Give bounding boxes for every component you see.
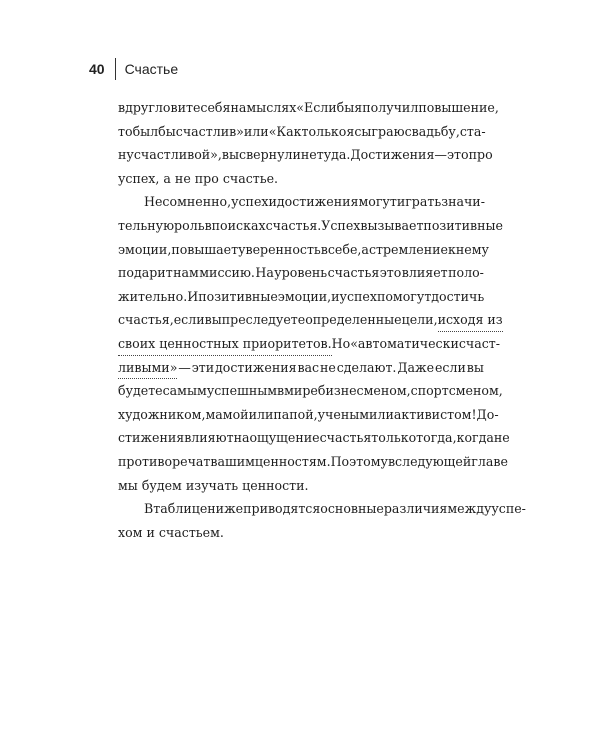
word: определенные bbox=[305, 312, 402, 328]
word: в bbox=[387, 453, 396, 469]
text-line bbox=[118, 96, 499, 120]
text-line bbox=[118, 308, 503, 332]
word: главе bbox=[471, 453, 508, 469]
word: цели, bbox=[401, 312, 438, 328]
word: и bbox=[331, 288, 340, 304]
word: на bbox=[230, 100, 247, 115]
word: На bbox=[255, 265, 274, 281]
word: вдруг bbox=[118, 100, 155, 115]
word: я bbox=[354, 100, 363, 115]
word: и bbox=[268, 194, 277, 210]
word: значи- bbox=[441, 194, 485, 210]
word: когда bbox=[456, 430, 494, 446]
word: счастья bbox=[319, 430, 372, 446]
word: эмоции, bbox=[277, 288, 332, 304]
word: между bbox=[447, 501, 492, 517]
dotted-underlined-phrase: своих ценностных приоритетов. bbox=[118, 332, 332, 356]
word: нему bbox=[455, 241, 489, 257]
text-line bbox=[118, 403, 499, 427]
text-line bbox=[118, 238, 489, 262]
word: к bbox=[447, 241, 456, 257]
word: или bbox=[243, 123, 269, 139]
word: Но bbox=[331, 335, 351, 351]
word: счастливой», bbox=[133, 147, 222, 163]
word: Достижения bbox=[350, 147, 435, 163]
word: счастлив» bbox=[175, 123, 244, 139]
text-line bbox=[118, 214, 503, 238]
word: успе- bbox=[491, 501, 526, 517]
word: приводятся bbox=[243, 501, 321, 517]
word: играть bbox=[396, 194, 442, 210]
text-line bbox=[118, 167, 484, 191]
text-line bbox=[118, 285, 484, 309]
text-line bbox=[118, 261, 484, 285]
body-text bbox=[118, 96, 526, 544]
word: спортсменом, bbox=[410, 383, 503, 399]
text-line bbox=[118, 190, 484, 214]
word: «Если bbox=[296, 100, 337, 115]
word: достижения bbox=[215, 359, 297, 375]
word: мамой bbox=[205, 406, 249, 422]
word: ниже bbox=[207, 501, 244, 517]
running-header bbox=[89, 56, 178, 82]
word: успех bbox=[231, 194, 269, 210]
word: противоречат bbox=[118, 453, 211, 469]
word: В bbox=[144, 501, 154, 517]
word: повышение, bbox=[418, 100, 499, 115]
word: следующей bbox=[395, 453, 472, 469]
word: могут bbox=[358, 194, 397, 210]
page-number: 40 bbox=[89, 61, 105, 77]
word: нам bbox=[173, 265, 199, 281]
word: активистом! bbox=[393, 406, 477, 422]
word: позитивные bbox=[198, 288, 278, 304]
word: не bbox=[300, 147, 317, 163]
word: счаст- bbox=[458, 335, 501, 351]
chapter-title: Счастье bbox=[124, 61, 179, 77]
word: достичь bbox=[431, 288, 485, 304]
word: «Как bbox=[268, 123, 302, 139]
word: себе, bbox=[327, 241, 362, 257]
word: не bbox=[319, 359, 336, 375]
word: а bbox=[361, 241, 369, 257]
header-divider bbox=[115, 58, 116, 80]
word: поло- bbox=[448, 265, 484, 281]
word: поисках bbox=[211, 217, 266, 233]
word: основные bbox=[320, 501, 384, 517]
text-line bbox=[118, 332, 501, 356]
text-line bbox=[118, 143, 493, 167]
text-line bbox=[118, 379, 503, 403]
word: таблице bbox=[153, 501, 208, 517]
line-text: мы будем изучать ценности. bbox=[118, 477, 309, 493]
word: различия bbox=[383, 501, 448, 517]
word: папой, bbox=[273, 406, 318, 422]
word: вы bbox=[466, 359, 484, 375]
word: сделают. bbox=[336, 359, 397, 375]
word: Даже bbox=[397, 359, 435, 375]
word: подарит bbox=[118, 265, 173, 281]
word: свернули bbox=[239, 147, 301, 163]
word: про bbox=[468, 147, 493, 163]
word: это bbox=[447, 147, 469, 163]
word: ну bbox=[118, 147, 134, 163]
text-line bbox=[118, 521, 484, 545]
word: бы bbox=[336, 100, 355, 115]
word: только bbox=[371, 430, 417, 446]
text-line bbox=[118, 120, 484, 144]
word: повышает bbox=[171, 241, 239, 257]
word: роль bbox=[174, 217, 205, 233]
word: До- bbox=[476, 406, 499, 422]
word: — bbox=[178, 359, 191, 375]
word: туда. bbox=[316, 147, 351, 163]
word: свадьбу, bbox=[404, 123, 460, 139]
word: вашим bbox=[210, 453, 255, 469]
line-text: хом и счастьем. bbox=[118, 524, 224, 540]
word: вы bbox=[221, 147, 240, 163]
word: счастья bbox=[327, 265, 380, 281]
word: эти bbox=[191, 359, 215, 375]
word: «автоматически bbox=[350, 335, 459, 351]
word: успешным bbox=[206, 383, 278, 399]
word: будете bbox=[118, 383, 163, 399]
word: вызывает bbox=[360, 217, 424, 233]
word: эмоции, bbox=[118, 241, 172, 257]
word: был bbox=[132, 123, 159, 139]
word: жительно. bbox=[118, 288, 188, 304]
word: если bbox=[173, 312, 205, 328]
text-line bbox=[118, 450, 508, 474]
text-line bbox=[118, 426, 510, 450]
word: миссию. bbox=[199, 265, 255, 281]
word: в bbox=[277, 383, 285, 399]
word: счастья. bbox=[265, 217, 322, 233]
word: художником, bbox=[118, 406, 206, 422]
word: счастья, bbox=[118, 312, 174, 328]
word: вас bbox=[297, 359, 320, 375]
word: позитивные bbox=[423, 217, 503, 233]
word: Несомненно, bbox=[144, 194, 232, 210]
word: если bbox=[434, 359, 466, 375]
word: уровень bbox=[274, 265, 328, 281]
word: стижения bbox=[118, 430, 185, 446]
word: уверенность bbox=[238, 241, 321, 257]
word: или bbox=[248, 406, 274, 422]
word: тельную bbox=[118, 217, 175, 233]
dotted-underlined-phrase: исходя из bbox=[438, 308, 503, 332]
word: достижения bbox=[276, 194, 359, 210]
word: успех bbox=[339, 288, 377, 304]
word: сыграю bbox=[354, 123, 405, 139]
word: ощущение bbox=[249, 430, 320, 446]
word: влияют bbox=[184, 430, 234, 446]
word: это bbox=[379, 265, 402, 281]
word: то bbox=[118, 123, 133, 139]
word: И bbox=[187, 288, 199, 304]
word: не bbox=[493, 430, 510, 446]
word: тогда, bbox=[416, 430, 457, 446]
word: ученым bbox=[317, 406, 370, 422]
dotted-underlined-phrase: ливыми» bbox=[118, 356, 177, 380]
word: бы bbox=[158, 123, 176, 139]
word: мыслях bbox=[246, 100, 297, 115]
word: помогут bbox=[376, 288, 432, 304]
word: в bbox=[204, 217, 212, 233]
text-line bbox=[118, 497, 526, 521]
word: Успех bbox=[321, 217, 361, 233]
word: ста- bbox=[459, 123, 486, 139]
word: Поэтому bbox=[330, 453, 388, 469]
word: или bbox=[369, 406, 394, 422]
word: преследуете bbox=[221, 312, 306, 328]
word: вы bbox=[204, 312, 222, 328]
word: самым bbox=[162, 383, 207, 399]
word: бизнесменом, bbox=[317, 383, 411, 399]
word: в bbox=[320, 241, 328, 257]
word: мире bbox=[284, 383, 318, 399]
word: себя bbox=[200, 100, 231, 115]
word: только bbox=[301, 123, 347, 139]
word: влияет bbox=[401, 265, 448, 281]
word: стремление bbox=[368, 241, 448, 257]
word: ловите bbox=[154, 100, 201, 115]
word: я bbox=[346, 123, 355, 139]
line-text: успех, а не про счастье. bbox=[118, 170, 279, 186]
word: — bbox=[434, 147, 447, 163]
word: получил bbox=[362, 100, 419, 115]
word: на bbox=[233, 430, 250, 446]
text-line bbox=[118, 474, 484, 498]
word: ценностям. bbox=[254, 453, 331, 469]
text-line bbox=[118, 356, 484, 380]
